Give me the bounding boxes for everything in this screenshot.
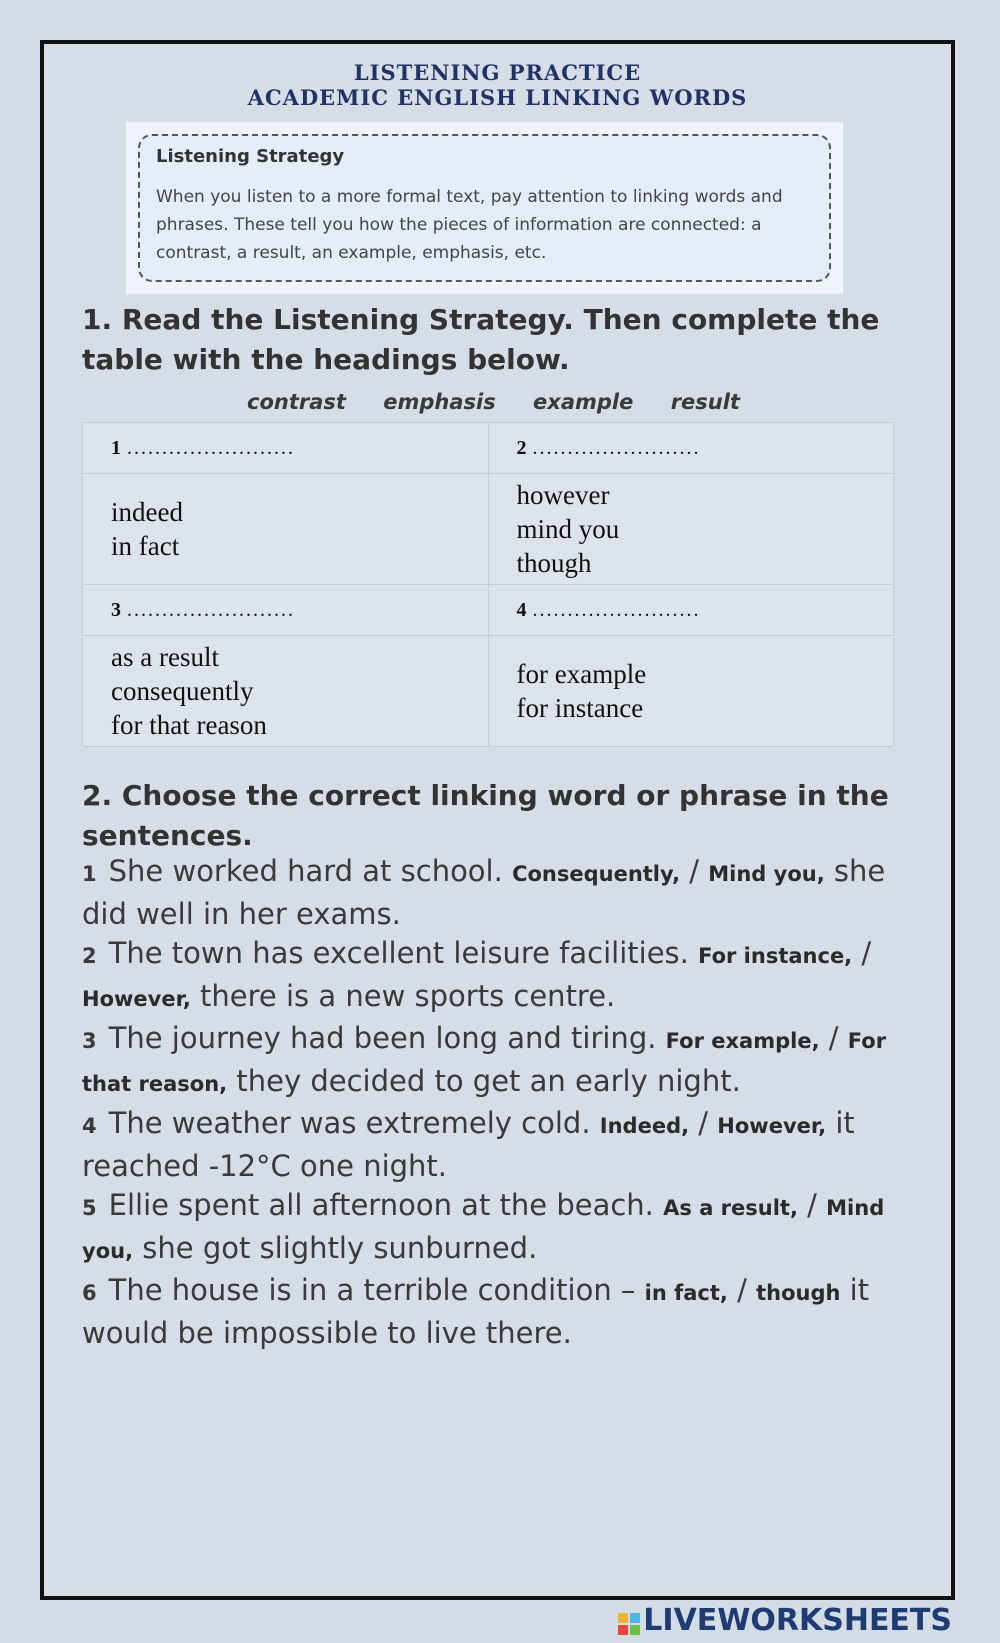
sentence-item [82,1271,922,1353]
answer-blank[interactable]: ........................ [532,437,701,459]
exercise1-heading: 1. Read the Listening Strategy. Then complete the table with the headings below. [82,303,880,376]
option-separator: / [852,936,872,970]
listening-strategy-inner [138,134,831,282]
sentence-text: The weather was extremely cold. [108,1106,600,1140]
word-bank [247,390,770,414]
option-b[interactable]: However, [82,986,191,1011]
option-a[interactable]: For example, [665,1029,820,1053]
answer-blank[interactable]: ........................ [532,599,701,621]
linking-word: indeed [111,497,183,527]
table-row [83,474,894,585]
liveworksheets-logo[interactable] [618,1603,952,1638]
option-separator: / [727,1273,757,1307]
table-row [83,423,894,474]
sentence-text: she did well in her exams. [82,854,886,931]
word-bank-item: contrast [247,390,346,414]
answer-blank[interactable]: ........................ [127,599,295,621]
cell-number: 2 [516,437,527,459]
sentence-number: 5 [82,1196,97,1220]
logo-text: LIVEWORKSHEETS [643,1603,952,1638]
sentence-text: she got slightly sunburned. [133,1230,538,1265]
option-a[interactable]: Indeed, [599,1114,690,1138]
option-separator: / [819,1021,848,1055]
answer-cell-3[interactable] [83,585,489,636]
option-b[interactable]: However, [717,1114,827,1138]
strategy-title: Listening Strategy [156,146,345,167]
sentence-item [82,1104,922,1186]
word-list-cell [488,636,894,747]
linking-word: however [516,480,610,510]
option-separator: / [689,1106,718,1140]
linking-words-table [82,422,894,747]
option-b[interactable]: For that reason, [82,1029,887,1096]
word-list-cell [83,474,489,585]
worksheet-title-line1: LISTENING PRACTICE [353,60,642,85]
answer-cell-4[interactable] [488,585,894,636]
sentence-number: 4 [82,1114,97,1138]
sentence-text: Ellie spent all afternoon at the beach. [108,1188,664,1222]
word-bank-item: result [670,390,740,414]
linking-word: for instance [516,693,644,723]
cell-number: 3 [111,599,121,621]
sentence-number: 6 [82,1281,97,1305]
table-row [83,585,894,636]
option-a[interactable]: Consequently, [512,862,681,886]
sentence-number: 2 [82,944,97,968]
linking-word: for that reason [111,710,267,740]
worksheet-frame [40,40,955,1600]
sentence-number: 1 [82,862,97,886]
sentence-text: She worked hard at school. [108,854,513,888]
worksheet-title-line2: ACADEMIC ENGLISH LINKING WORDS [247,85,748,110]
linking-word: though [516,548,592,578]
linking-word: consequently [111,676,254,706]
cell-number: 1 [111,437,121,459]
option-separator: / [680,854,709,888]
option-a[interactable]: For instance, [698,944,853,968]
sentence-text: The town has excellent leisure facilities. [108,936,699,970]
listening-strategy-box [126,122,843,294]
word-list-cell [488,474,894,585]
word-list-cell [83,636,489,747]
sentence-item [82,852,922,934]
sentence-item [82,1186,922,1271]
sentence-item [82,1019,922,1104]
option-separator: / [797,1188,827,1222]
option-b[interactable]: though [756,1281,841,1305]
sentence-item [82,934,922,1019]
exercise2-heading: 2. Choose the correct linking word or phrase in the sentences. [82,779,889,852]
sentence-text: it would be impossible to live there. [82,1273,870,1350]
liveworksheets-logo-icon [618,1608,640,1630]
word-bank-item: example [533,390,634,414]
sentence-text: The house is in a terrible condition – [108,1273,645,1307]
answer-cell-1[interactable] [83,423,489,474]
sentence-text: The journey had been long and tiring. [108,1021,666,1055]
option-a[interactable]: in fact, [644,1281,728,1305]
answer-blank[interactable]: ........................ [127,437,295,459]
linking-word: for example [516,659,647,689]
sentence-text: they decided to get an early night. [227,1063,741,1098]
word-bank-item: emphasis [383,390,496,414]
sentence-number: 3 [82,1029,97,1053]
cell-number: 4 [516,599,527,621]
strategy-body: When you listen to a more formal text, pay attention to linking words and phrases. These tell you how the pieces of information are connected: a contrast, a result, an example, emphasis, etc. [156,187,783,263]
option-a[interactable]: As a result, [663,1196,798,1220]
linking-word: in fact [111,531,180,561]
sentence-text: it reached -12°C one night. [82,1106,855,1183]
linking-word: as a result [111,642,219,672]
answer-cell-2[interactable] [488,423,894,474]
option-b[interactable]: Mind you, [82,1196,885,1263]
linking-word: mind you [516,514,620,544]
table-row [83,636,894,747]
sentence-text: there is a new sports centre. [190,978,616,1013]
option-b[interactable]: Mind you, [708,862,825,886]
sentence-list [82,852,922,1353]
